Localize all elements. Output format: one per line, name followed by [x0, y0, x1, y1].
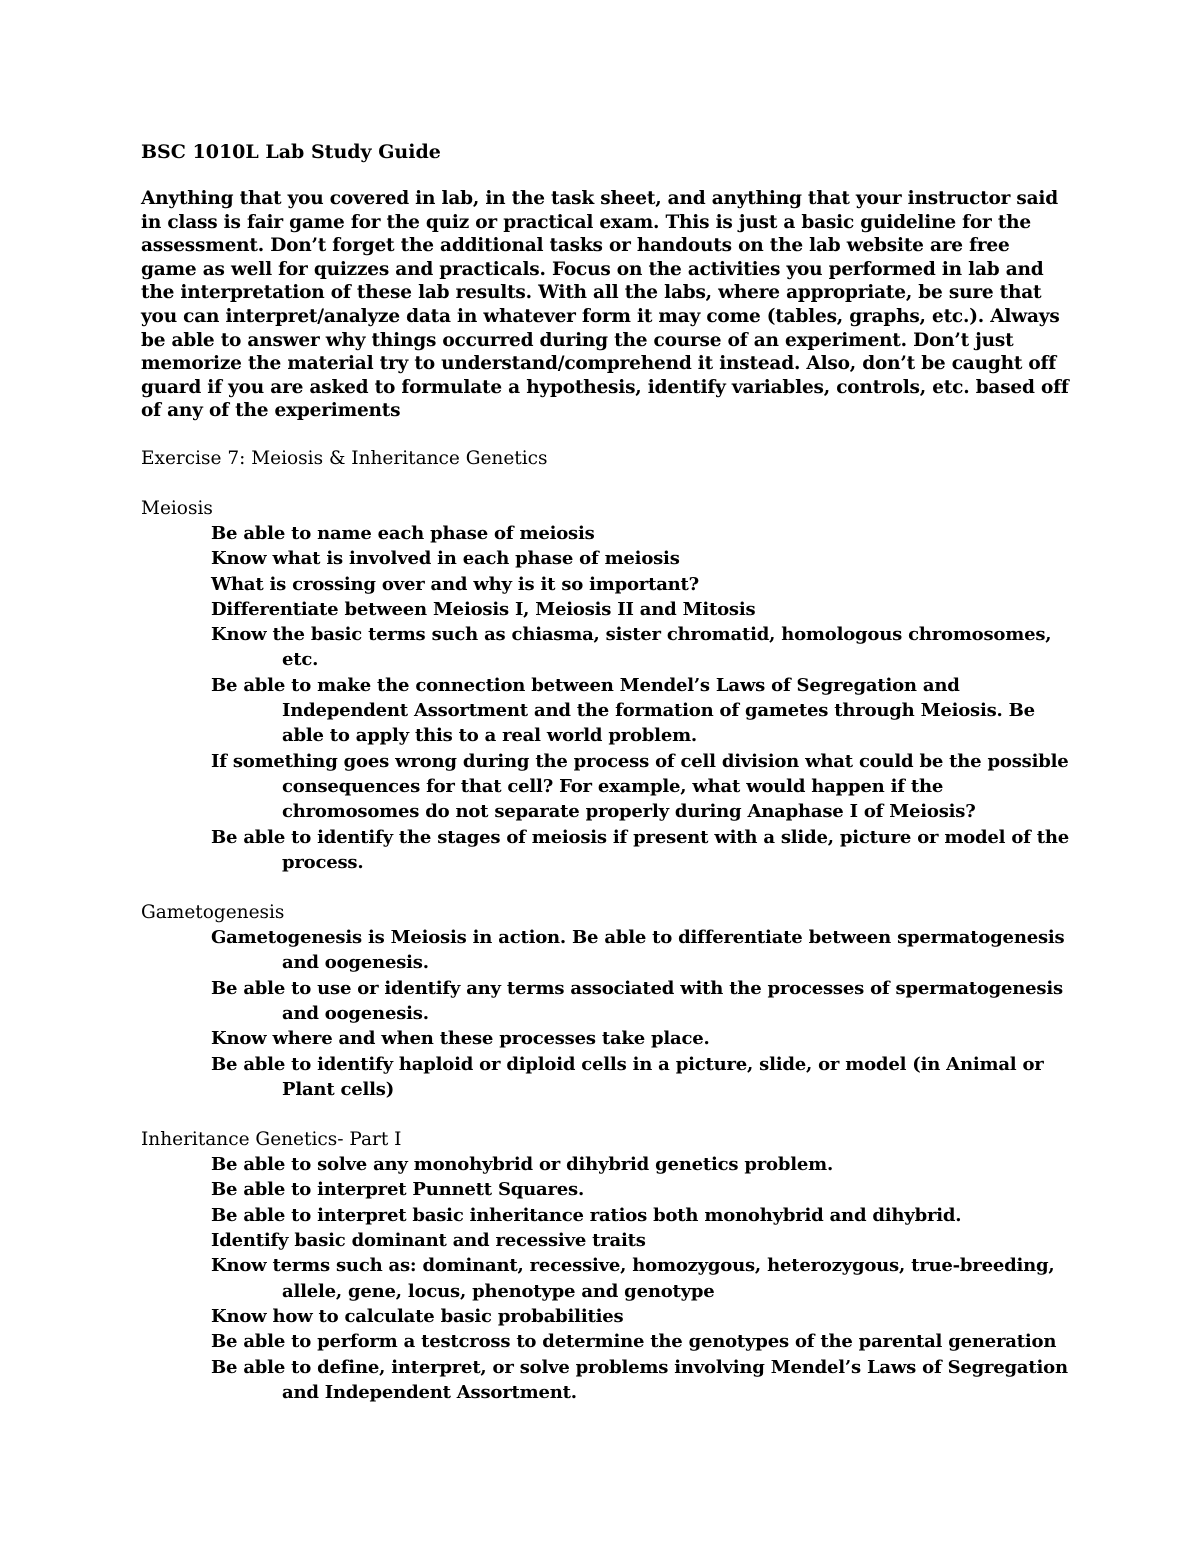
list-item: Be able to identify haploid or diploid cells in a picture, slide, or model (in Animal or Plant cells): [211, 1053, 1044, 1100]
list-item: Be able to define, interpret, or solve problems involving Mendel’s Laws of Segregation and Independent Assortment.: [211, 1356, 1068, 1403]
intro-paragraph: Anything that you covered in lab, in the task sheet, and anything that your instructor said in class is fair game for the quiz or practical exam. This is just a basic guideline for the assessment. Don’t forget the additional tasks or handouts on the lab website are free game as well for quizzes and practicals. Focus on the activities you performed in lab and the interpretation of these lab results. With all the labs, where appropriate, be sure that you can interpret/analyze data in whatever form it may come (tables, graphs, etc.). Always be able to answer why things occurred during the course of an experiment. Don’t just memorize the material try to understand/comprehend it instead. Also, don’t be caught off guard if you are asked to formulate a hypothesis, identify variables, controls, etc. based off of any of the experiments: [141, 188, 1069, 422]
list-item: Know terms such as: dominant, recessive, homozygous, heterozygous, true-breeding, allele, gene, locus, phenotype and genotype: [211, 1255, 1055, 1302]
exercise-heading: Exercise 7: Meiosis & Inheritance Genetics: [141, 447, 548, 469]
list-item: If something goes wrong during the process of cell division what could be the possible consequences for that cell? For example, what would happen if the chromosomes do not separate properly during Anaphase I of Meiosis?: [211, 750, 1069, 823]
section-meiosis: [141, 496, 1071, 875]
list-item: Identify basic dominant and recessive traits: [211, 1230, 646, 1252]
document-title: BSC 1010L Lab Study Guide: [141, 141, 441, 163]
list-item: Be able to interpret basic inheritance ratios both monohybrid and dihybrid.: [211, 1204, 962, 1226]
section-gametogenesis: [141, 900, 1071, 1102]
list-item: Be able to name each phase of meiosis: [211, 522, 595, 544]
list-item: Be able to identify the stages of meiosis if present with a slide, picture or model of the process.: [211, 826, 1070, 873]
list-item: Be able to solve any monohybrid or dihybrid genetics problem.: [211, 1154, 834, 1176]
document-page: [141, 140, 1071, 1430]
section-inheritance-genetics: [141, 1127, 1071, 1405]
section-heading: Meiosis: [141, 497, 213, 519]
inheritance-item-list: [141, 1152, 1071, 1405]
list-item: Differentiate between Meiosis I, Meiosis II and Mitosis: [211, 598, 756, 620]
section-heading: Inheritance Genetics- Part I: [141, 1129, 402, 1151]
list-item: Be able to interpret Punnett Squares.: [211, 1179, 585, 1201]
section-heading: Gametogenesis: [141, 902, 285, 924]
gametogenesis-item-list: [141, 925, 1071, 1102]
list-item: Know the basic terms such as chiasma, sister chromatid, homologous chromosomes, etc.: [211, 624, 1052, 671]
list-item: What is crossing over and why is it so important?: [211, 573, 700, 595]
list-item: Know how to calculate basic probabilities: [211, 1305, 624, 1327]
meiosis-item-list: [141, 521, 1071, 875]
list-item: Know where and when these processes take place.: [211, 1028, 710, 1050]
list-item: Gametogenesis is Meiosis in action. Be able to differentiate between spermatogenesis and oogenesis.: [211, 927, 1065, 974]
list-item: Be able to make the connection between Mendel’s Laws of Segregation and Independent Assortment and the formation of gametes through Meiosis. Be able to apply this to a real world problem.: [211, 674, 1035, 747]
list-item: Know what is involved in each phase of meiosis: [211, 548, 680, 570]
list-item: Be able to perform a testcross to determine the genotypes of the parental generation: [211, 1331, 1057, 1353]
list-item: Be able to use or identify any terms associated with the processes of spermatogenesis and oogenesis.: [211, 977, 1063, 1024]
